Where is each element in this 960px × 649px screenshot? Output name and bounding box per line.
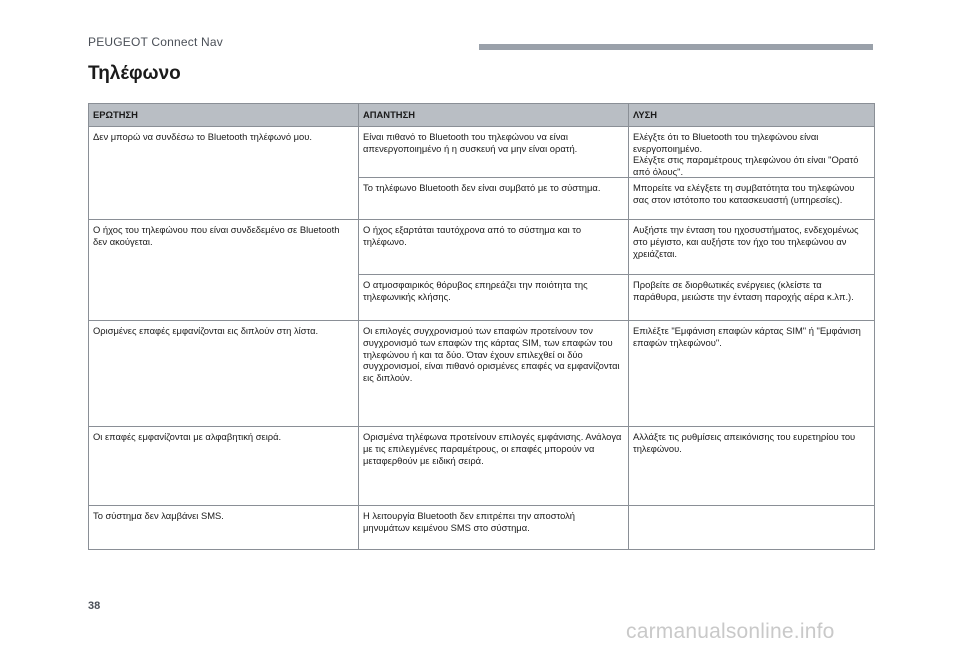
table-row (89, 427, 875, 506)
question-cell: Οι επαφές εμφανίζονται με αλφαβητική σειρά. (89, 427, 359, 506)
answer-cell: Ο ήχος εξαρτάται ταυτόχρονα από το σύστημα και το τηλέφωνο. (359, 220, 629, 275)
column-header-solution: ΛΥΣΗ (629, 104, 875, 127)
header-divider (479, 44, 873, 50)
solution-cell (629, 127, 875, 178)
answer-cell: Ο ατμοσφαιρικός θόρυβος επηρεάζει την ποιότητα της τηλεφωνικής κλήσης. (359, 275, 629, 321)
column-header-question: ΕΡΩΤΗΣΗ (89, 104, 359, 127)
solution-line: Ελέγξτε στις παραμέτρους τηλεφώνου ότι είναι "Ορατό από όλους". (633, 154, 859, 177)
question-cell: Το σύστημα δεν λαμβάνει SMS. (89, 506, 359, 550)
question-cell: Ο ήχος του τηλεφώνου που είναι συνδεδεμένο σε Bluetooth δεν ακούγεται. (89, 220, 359, 321)
answer-cell: Είναι πιθανό το Bluetooth του τηλεφώνου να είναι απενεργοποιημένο ή η συσκευή να μην είναι ορατή. (359, 127, 629, 178)
faq-table (88, 103, 875, 550)
table-row (89, 220, 875, 275)
answer-cell: Η λειτουργία Bluetooth δεν επιτρέπει την αποστολή μηνυμάτων κειμένου SMS στο σύστημα. (359, 506, 629, 550)
column-header-answer: ΑΠΑΝΤΗΣΗ (359, 104, 629, 127)
solution-cell: Προβείτε σε διορθωτικές ενέργειες (κλείστε τα παράθυρα, μειώστε την ένταση παροχής αέρα κ.λπ.). (629, 275, 875, 321)
table-row (89, 321, 875, 427)
table-header-row (89, 104, 875, 127)
question-cell: Δεν μπορώ να συνδέσω το Bluetooth τηλέφωνό μου. (89, 127, 359, 220)
question-cell: Ορισμένες επαφές εμφανίζονται εις διπλούν στη λίστα. (89, 321, 359, 427)
solution-cell: Αλλάξτε τις ρυθμίσεις απεικόνισης του ευρετηρίου του τηλεφώνου. (629, 427, 875, 506)
solution-cell: Αυξήστε την ένταση του ηχοσυστήματος, ενδεχομένως στο μέγιστο, και αυξήστε τον ήχο του τηλεφώνου αν χρειάζεται. (629, 220, 875, 275)
answer-cell: Το τηλέφωνο Bluetooth δεν είναι συμβατό με το σύστημα. (359, 178, 629, 220)
brand-header: PEUGEOT Connect Nav (88, 35, 223, 49)
answer-cell: Οι επιλογές συγχρονισμού των επαφών προτείνουν τον συγχρονισμό των επαφών της κάρτας SIM, των επαφών του τηλεφώνου ή και τα δύο. Όταν έχουν επιλεχθεί οι δύο συγχρονισμοί, είναι πιθανό ορισμένες επαφές να εμφανίζονται εις διπλούν. (359, 321, 629, 427)
page-title: Τηλέφωνο (88, 63, 181, 84)
solution-line: Ελέγξτε ότι το Bluetooth του τηλεφώνου είναι ενεργοποιημένο. (633, 131, 819, 154)
solution-cell (629, 506, 875, 550)
watermark: carmanualsonline.info (626, 620, 835, 643)
answer-cell: Ορισμένα τηλέφωνα προτείνουν επιλογές εμφάνισης. Ανάλογα με τις επιλεγμένες παραμέτρους, οι επαφές μπορούν να μεταφερθούν με ειδική σειρά. (359, 427, 629, 506)
table-row (89, 506, 875, 550)
solution-cell: Επιλέξτε "Εμφάνιση επαφών κάρτας SIM" ή "Εμφάνιση επαφών τηλεφώνου". (629, 321, 875, 427)
table-row (89, 127, 875, 178)
page-number: 38 (88, 600, 101, 612)
solution-cell: Μπορείτε να ελέγξετε τη συμβατότητα του τηλεφώνου σας στον ιστότοπο του κατασκευαστή (υπηρεσίες). (629, 178, 875, 220)
